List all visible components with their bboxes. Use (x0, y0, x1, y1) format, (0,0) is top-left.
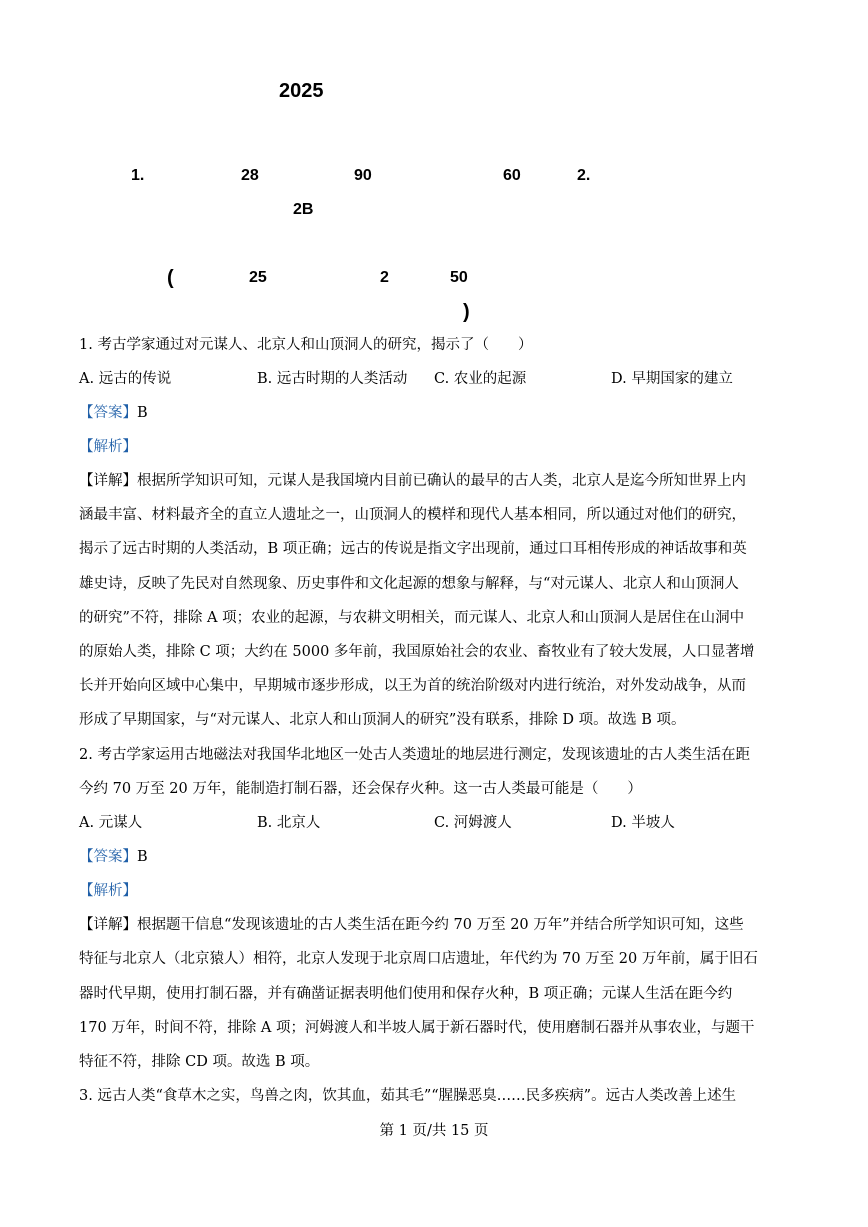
question-2-detail-line: 器时代早期，使用打制石器，并有确凿证据表明他们使用和保存火种，B 项正确；元谋人生活在距今约 (79, 986, 733, 1002)
note-2b: 2B (293, 201, 314, 218)
question-2-detail-line: 【详解】根据题干信息“发现该遗址的古人类生活在距今约 70 万至 20 万年”并结合所学知识可知，这些 (79, 917, 744, 933)
question-2-detail-line: 特征不符，排除 CD 项。故选 B 项。 (79, 1054, 320, 1070)
question-2-stem: 2. 考古学家运用古地磁法对我国华北地区一处古人类遗址的地层进行测定，发现该遗址的古人类生活在距 (79, 747, 750, 763)
note-number-90: 90 (354, 167, 372, 184)
note-index-1: 1. (131, 167, 145, 184)
question-2-answer (79, 847, 148, 867)
question-1-detail-line: 雄史诗，反映了先民对自然现象、历史事件和文化起源的想象与解释，与“对元谋人、北京人和山顶洞人 (79, 576, 739, 592)
answer-label: 【答案】 (79, 849, 137, 865)
question-2-option-c: C. 河姆渡人 (434, 815, 512, 831)
section-number-2: 2 (380, 269, 389, 286)
question-2-option-b: B. 北京人 (257, 815, 321, 831)
question-2-option-a: A. 元谋人 (79, 815, 143, 831)
answer-label: 【答案】 (79, 405, 137, 421)
question-1-detail-line: 揭示了远古时期的人类活动，B 项正确；远古的传说是指文字出现前，通过口耳相传形成的神话故事和英 (79, 541, 747, 557)
question-2-stem: 今约 70 万至 20 万年，能制造打制石器，还会保存火种。这一古人类最可能是（ ） (79, 781, 642, 797)
question-2-analysis-label: 【解析】 (79, 883, 137, 899)
question-1-option-a: A. 远古的传说 (79, 371, 172, 387)
question-1-option-d: D. 早期国家的建立 (611, 371, 733, 387)
answer-value: B (137, 405, 148, 421)
answer-value: B (137, 849, 148, 865)
section-open-paren: ( (167, 267, 174, 289)
question-3-stem: 3. 远古人类“食草木之实，鸟兽之肉，饮其血，茹其毛”“腥臊恶臭……民多疾病”。远古人类改善上述生 (79, 1088, 737, 1104)
question-1-detail-line: 长并开始向区域中心集中，早期城市逐步形成，以王为首的统治阶级对内进行统治，对外发动战争，从而 (79, 678, 746, 694)
note-number-60: 60 (503, 167, 521, 184)
question-1-detail-line: 的研究”不符，排除 A 项；农业的起源，与农耕文明相关，而元谋人、北京人和山顶洞人是居住在山洞中 (79, 610, 745, 626)
question-1-answer (79, 403, 148, 423)
section-number-50: 50 (450, 269, 468, 286)
note-number-28: 28 (241, 167, 259, 184)
section-number-25: 25 (249, 269, 267, 286)
note-index-2: 2. (577, 167, 591, 184)
question-1-stem: 1. 考古学家通过对元谋人、北京人和山顶洞人的研究，揭示了（ ） (79, 337, 533, 353)
question-1-detail-line: 的原始人类，排除 C 项；大约在 5000 多年前，我国原始社会的农业、畜牧业有了较大发展，人口显著增 (79, 644, 755, 660)
exam-year: 2025 (279, 80, 324, 102)
question-2-detail-line: 170 万年，时间不符，排除 A 项；河姆渡人和半坡人属于新石器时代，使用磨制石器并从事农业，与题干 (79, 1020, 755, 1036)
question-1-option-c: C. 农业的起源 (434, 371, 527, 387)
question-2-option-d: D. 半坡人 (611, 815, 675, 831)
question-1-detail-line: 【详解】根据所学知识可知，元谋人是我国境内目前已确认的最早的古人类，北京人是迄今所知世界上内 (79, 473, 746, 489)
question-1-analysis-label: 【解析】 (79, 439, 137, 455)
page-number: 第 1 页/共 15 页 (379, 1123, 489, 1139)
question-1-detail-line: 形成了早期国家，与“对元谋人、北京人和山顶洞人的研究”没有联系，排除 D 项。故选 B 项。 (79, 712, 686, 728)
question-1-detail-line: 涵最丰富、材料最齐全的直立人遗址之一，山顶洞人的模样和现代人基本相同，所以通过对他们的研究， (79, 507, 746, 523)
section-close-paren: ) (463, 301, 470, 323)
question-2-detail-line: 特征与北京人（北京猿人）相符，北京人发现于北京周口店遗址，年代约为 70 万至 20 万年前，属于旧石 (79, 951, 758, 967)
question-1-option-b: B. 远古时期的人类活动 (257, 371, 408, 387)
